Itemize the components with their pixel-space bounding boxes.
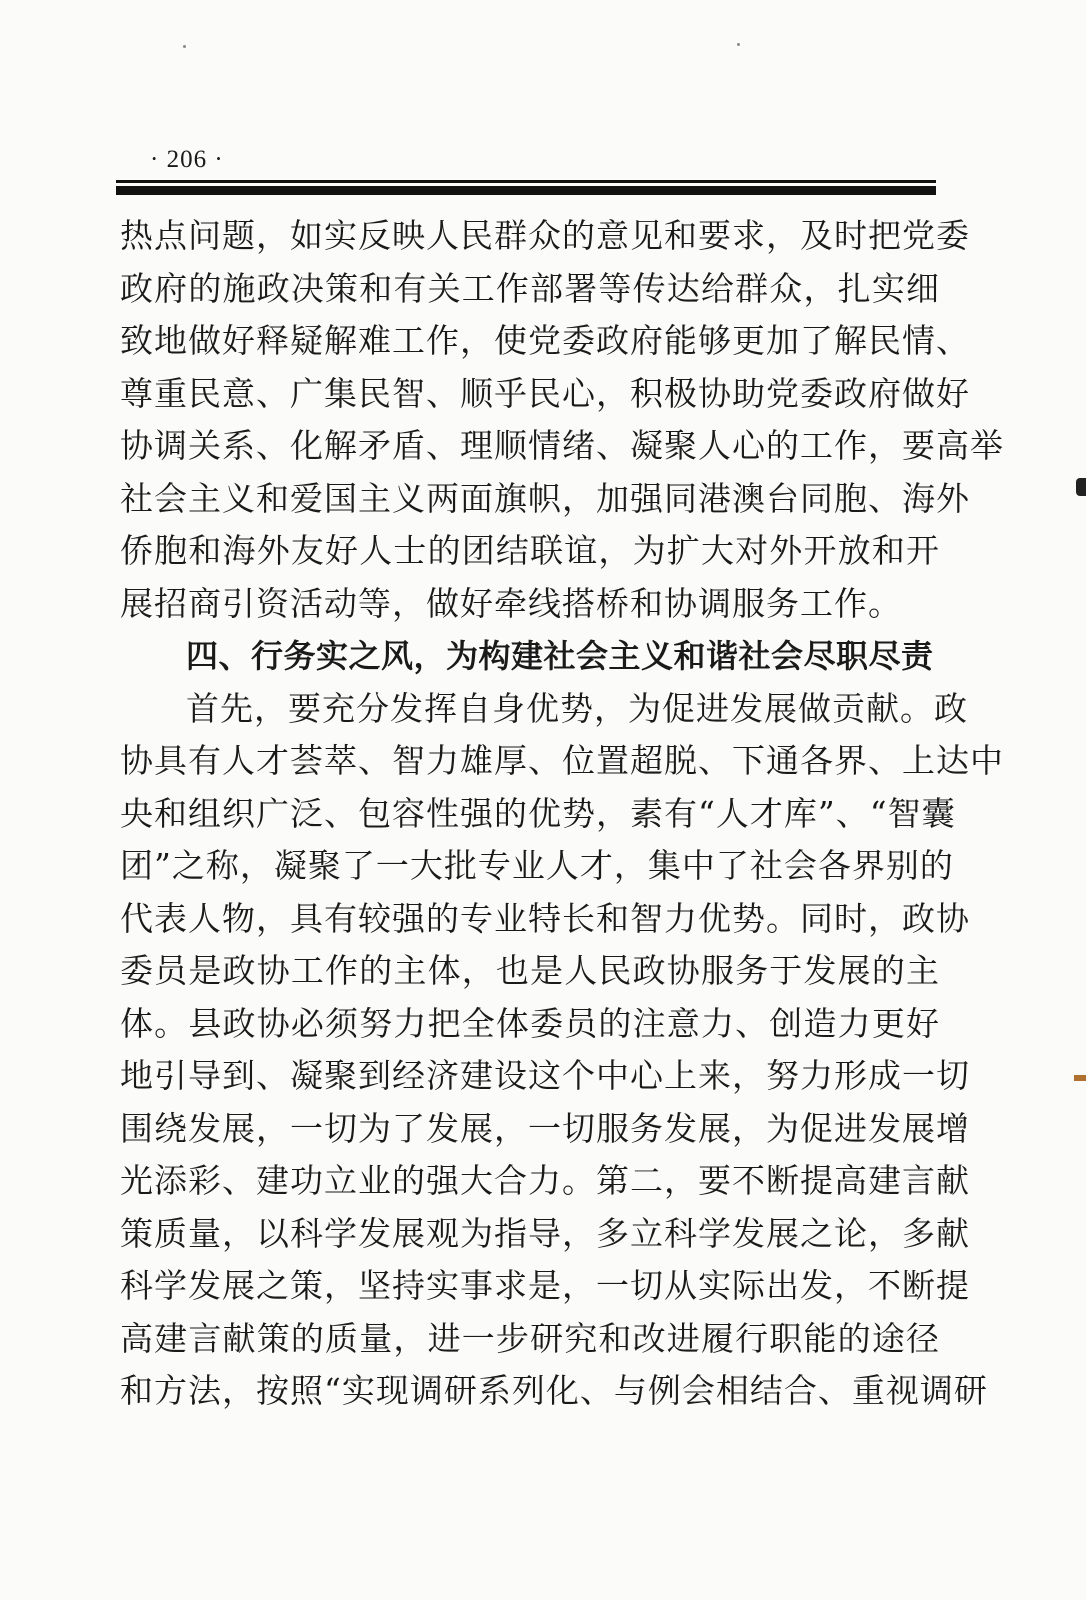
paragraph	[120, 210, 1004, 630]
text-line: 社会主义和爱国主义两面旗帜，加强同港澳台同胞、海外	[120, 478, 970, 518]
text-line: 地引导到、凝聚到经济建设这个中心上来，努力形成一切	[120, 1056, 970, 1095]
text-line: 热点问题，如实反映人民群众的意见和要求，及时把党委	[120, 216, 970, 255]
scan-speck	[183, 45, 186, 48]
text-line: 光添彩、建功立业的强大合力。第二，要不断提高建言献	[120, 1161, 970, 1200]
text-line: 体。县政协必须努力把全体委员的注意力、创造力更好	[120, 1003, 940, 1043]
page-body	[120, 210, 1004, 1418]
header-rule-thin	[116, 180, 936, 183]
text-line: 首先，要充分发挥自身优势，为促进发展做贡献。政	[186, 688, 968, 728]
text-line: 侨胞和海外友好人士的团结联谊，为扩大对外开放和开	[120, 531, 940, 570]
text-line: 委员是政协工作的主体，也是人民政协服务于发展的主	[120, 951, 940, 990]
section-heading: 四、行务实之风，为构建社会主义和谐社会尽职尽责	[186, 637, 934, 675]
text-line: 央和组织广泛、包容性强的优势，素有“人才库”、“智囊	[120, 793, 956, 833]
scan-edge-mark	[1076, 478, 1086, 496]
text-line: 协调关系、化解矛盾、理顺情绪、凝聚人心的工作，要高举	[120, 426, 1004, 465]
text-line: 科学发展之策，坚持实事求是，一切从实际出发，不断提	[120, 1266, 970, 1305]
text-line: 高建言献策的质量，进一步研究和改进履行职能的途径	[120, 1318, 940, 1358]
text-line: 尊重民意、广集民智、顺乎民心，积极协助党委政府做好	[120, 373, 970, 413]
text-line: 致地做好释疑解难工作，使党委政府能够更加了解民情、	[120, 321, 970, 360]
header-rule-thick	[116, 186, 936, 195]
scan-speck	[737, 43, 740, 46]
page-number: · 206 ·	[150, 146, 224, 173]
text-line: 代表人物，具有较强的专业特长和智力优势。同时，政协	[120, 898, 970, 938]
text-line: 围绕发展，一切为了发展，一切服务发展，为促进发展增	[120, 1108, 970, 1148]
scan-edge-mark	[1074, 1075, 1086, 1081]
text-line: 展招商引资活动等，做好牵线搭桥和协调服务工作。	[120, 583, 902, 623]
text-line: 团”之称，凝聚了一大批专业人才，集中了社会各界别的	[120, 846, 954, 885]
text-line: 政府的施政决策和有关工作部署等传达给群众，扎实细	[120, 268, 940, 308]
text-line: 策质量，以科学发展观为指导，多立科学发展之论，多献	[120, 1213, 970, 1253]
text-line: 协具有人才荟萃、智力雄厚、位置超脱、下通各界、上达中	[120, 741, 1004, 780]
paragraph	[120, 683, 1004, 1418]
text-line: 和方法，按照“实现调研系列化、与例会相结合、重视调研	[120, 1371, 988, 1410]
